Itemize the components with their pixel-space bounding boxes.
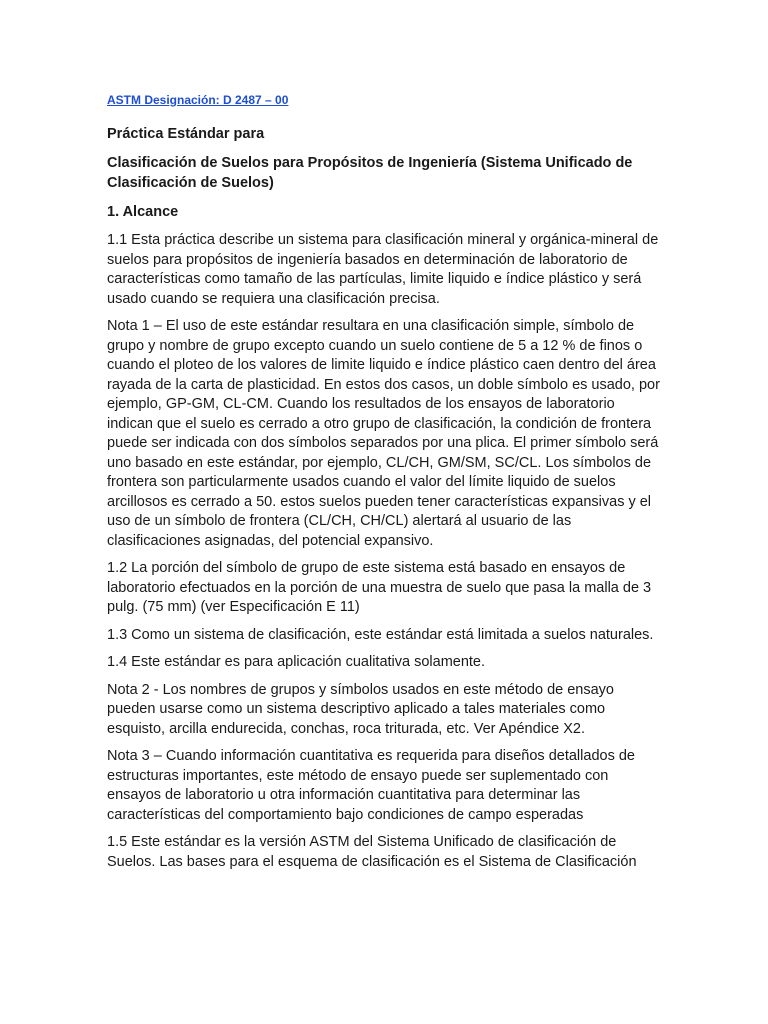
paragraph-1-3: 1.3 Como un sistema de clasificación, este estándar está limitada a suelos naturales. [107,626,654,643]
paragraph-1-1: 1.1 Esta práctica describe un sistema para clasificación mineral y orgánica-mineral de suelos para propósitos de ingeniería basados en determinación de laboratorio de características como tamaño de las partículas, limite liquido e índice plástico y será usado cuando se requiera una clasificación precisa. [107,232,659,307]
paragraph-1-4: 1.4 Este estándar es para aplicación cualitativa solamente. [107,654,486,670]
paragraph-1-2: 1.2 La porción del símbolo de grupo de este sistema está basado en ensayos de laboratorio efectuados en la porción de una muestra de suelo que pasa la malla de 3 pulg. (75 mm) (ver Especificación E 11) [107,560,652,615]
astm-designation-link[interactable]: ASTM Designación: D 2487 – 00 [107,93,289,107]
section-heading-alcance: 1. Alcance [107,204,179,220]
paragraph-nota-2: Nota 2 - Los nombres de grupos y símbolos usados en este método de ensayo pueden usarse como un sistema descriptivo aplicado a tales materiales como esquisto, arcilla endurecida, conchas, roca triturada, etc. Ver Apéndice X2. [107,681,614,737]
document-subtitle: Práctica Estándar para [107,126,265,142]
document-title: Clasificación de Suelos para Propósitos de Ingeniería (Sistema Unificado de Clasificación de Suelos) [107,155,633,191]
paragraph-nota-1: Nota 1 – El uso de este estándar resultara en una clasificación simple, símbolo de grupo y nombre de grupo excepto cuando un suelo contiene de 5 a 12 % de finos o cuando el ploteo de los valores de limite liquido e índice plástico caen dentro del área rayada de la carta de plasticidad. En estos dos casos, un doble símbolo es usado, por ejemplo, GP-GM, CL-CM. Cuando los resultados de los ensayos de laboratorio indican que el suelo es cerrado a otro grupo de clasificación, la condición de frontera puede ser indicada con dos símbolos separados por una plica. El primer símbolo será uno basado en este estándar, por ejemplo, CL/CH, GM/SM, SC/CL. Los símbolos de frontera son particularmente usados cuando el valor del límite liquido de suelos arcillosos es cerrado a 50. estos suelos pueden tener características expansivas y el uso de un símbolo de frontera (CL/CH, CH/CL) alertará al usuario de las clasificaciones asignadas, del potencial expansivo. [107,318,660,549]
paragraph-1-5: 1.5 Este estándar es la versión ASTM del Sistema Unificado de clasificación de Suelos. Las bases para el esquema de clasificación es el Sistema de Clasificación [107,834,637,870]
paragraph-nota-3: Nota 3 – Cuando información cuantitativa es requerida para diseños detallados de estructuras importantes, este método de ensayo puede ser suplementado con ensayos de laboratorio u otra información cuantitativa para determinar las características del comportamiento bajo condiciones de campo esperadas [107,748,635,823]
document-page [107,92,663,880]
